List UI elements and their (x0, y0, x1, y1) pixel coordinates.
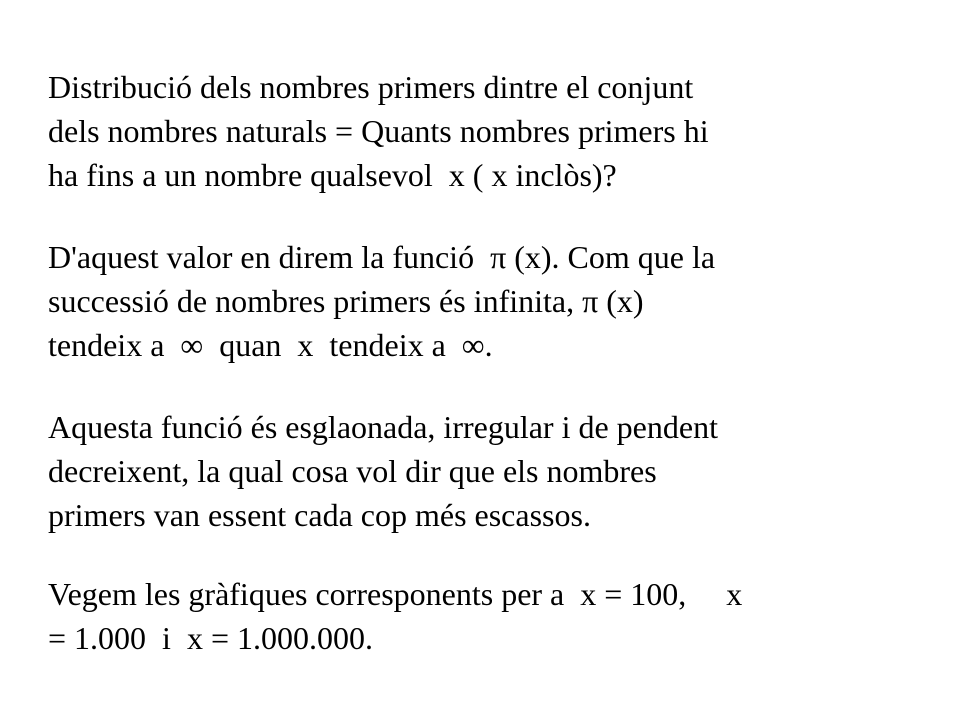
paragraph-function-properties (48, 405, 928, 537)
paragraph-pi-function (48, 235, 928, 367)
text-line: Aquesta funció és esglaonada, irregular i de pendent (48, 409, 718, 445)
paragraph-prime-distribution-question (48, 65, 928, 197)
text-line: ha fins a un nombre qualsevol x ( x inclòs)? (48, 157, 617, 193)
text-line: dels nombres naturals = Quants nombres primers hi (48, 113, 709, 149)
text-line: primers van essent cada cop més escassos. (48, 497, 591, 533)
text-line: Vegem les gràfiques corresponents per a x = 100, x (48, 576, 743, 612)
paragraph-graphs-intro (48, 572, 928, 660)
text-line: D'aquest valor en direm la funció π (x). Com que la (48, 239, 716, 275)
text-line: Distribució dels nombres primers dintre el conjunt (48, 69, 694, 105)
text-line: successió de nombres primers és infinita, π (x) (48, 283, 644, 319)
text-line: = 1.000 i x = 1.000.000. (48, 620, 373, 656)
text-line: decreixent, la qual cosa vol dir que els nombres (48, 453, 657, 489)
text-line: tendeix a ∞ quan x tendeix a ∞. (48, 327, 493, 363)
